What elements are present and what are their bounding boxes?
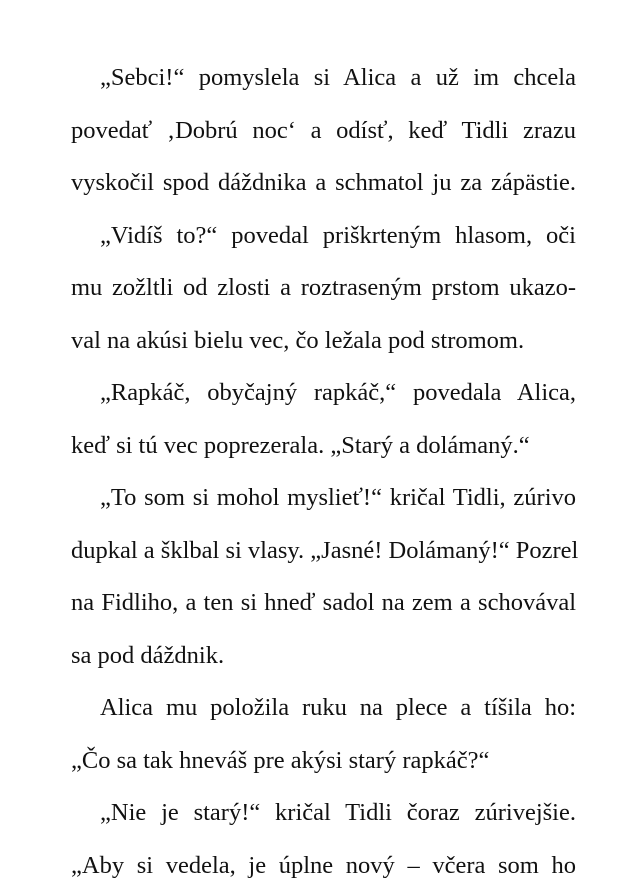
text-line: Alica mu položila ruku na plece a tíšila ho: — [71, 682, 576, 735]
text-line: „To som si mohol myslieť!“ kričal Tidli, zúrivo — [71, 472, 576, 525]
book-page-text — [71, 52, 576, 892]
text-line: povedať ‚Dobrú noc‘ a odísť, keď Tidli zrazu — [71, 105, 576, 158]
text-line: mu zožltli od zlosti a roztraseným prstom ukazo- — [71, 262, 576, 315]
text-line: keď si tú vec poprezerala. „Starý a dolámaný.“ — [71, 420, 576, 473]
text-line: „Nie je starý!“ kričal Tidli čoraz zúrivejšie. — [71, 787, 576, 840]
text-line: val na akúsi bielu vec, čo ležala pod stromom. — [71, 315, 576, 368]
text-line: na Fidliho, a ten si hneď sadol na zem a schovával — [71, 577, 576, 630]
text-line: sa pod dáždnik. — [71, 630, 576, 683]
text-line: „Čo sa tak hneváš pre akýsi starý rapkáč?“ — [71, 735, 576, 788]
text-line: dupkal a šklbal si vlasy. „Jasné! Dolámaný!“ Pozrel — [71, 525, 576, 578]
text-line: „Rapkáč, obyčajný rapkáč,“ povedala Alica, — [71, 367, 576, 420]
text-line: „Aby si vedela, je úplne nový – včera som ho — [71, 840, 576, 892]
text-line: „Vidíš to?“ povedal priškrteným hlasom, oči — [71, 210, 576, 263]
text-line: vyskočil spod dáždnika a schmatol ju za zápästie. — [71, 157, 576, 210]
text-line: „Sebci!“ pomyslela si Alica a už im chcela — [71, 52, 576, 105]
